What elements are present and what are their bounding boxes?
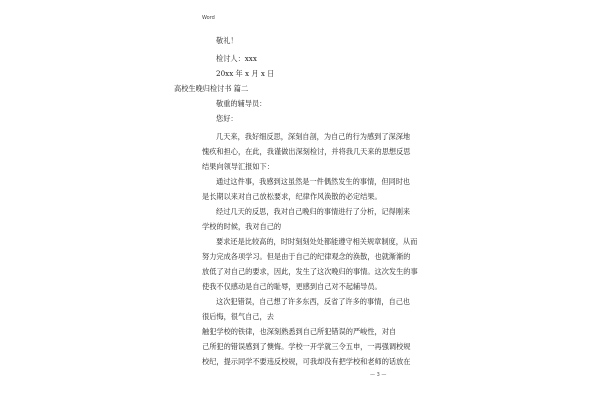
paragraph-line: 结果向领导汇报如下： <box>202 162 274 171</box>
paragraph-line: 己所犯的错误感到了懊悔。学校一开学就三令五申，一再强调校规 <box>202 342 411 351</box>
paragraph-line: 是长期以来对自己放松要求，纪律作风涣散的必定结果。 <box>202 192 382 201</box>
salutation: 敬重的辅导员： <box>216 99 267 108</box>
author-line: 检讨人：xxx <box>216 54 257 63</box>
closing-salute: 敬礼！ <box>216 36 238 45</box>
page-number: — 3 — <box>370 372 387 378</box>
paragraph-line: 通过这件事，我感到这虽然是一件偶然发生的事情，但同时也 <box>216 177 411 186</box>
paragraph-line: 校纪，提示同学不要违反校规，可我却没有把学校和老师的话放在 <box>202 357 411 366</box>
paragraph-line: 努力完成各项学习。但是由于自己的纪律观念的涣散，也就渐渐的 <box>202 252 411 261</box>
paragraph-line: 放低了对自己的要求，因此，发生了这次晚归的事情。这次发生的事 <box>202 267 418 276</box>
date-line: 20xx 年 x 月 x 日 <box>216 69 275 78</box>
paragraph-line: 愧疚和担心，在此，我谨做出深刻检讨，并将我几天来的思想反思 <box>202 147 411 156</box>
paragraph-line: 触犯学校的铁律，也深刻熟悉到自己所犯错误的严峻性，对自 <box>202 327 397 336</box>
paragraph-line: 要求还是比较高的，时时刻刻处处都能遵守相关规章制度，从而 <box>216 237 418 246</box>
paragraph-line: 经过几天的反思，我对自己晚归的事情进行了分析，记得刚来 <box>216 207 411 216</box>
paragraph-line: 这次犯错误，自己想了许多东西，反省了许多的事情，自己也 <box>216 297 411 306</box>
paragraph-line: 使我不仅感动是自己的耻辱，更感到自己对不起辅导员。 <box>202 282 382 291</box>
section-title: 高校生晚归检讨书 篇二 <box>174 84 249 93</box>
paragraph-line: 很后悔，很气自己，去 <box>202 312 274 321</box>
greeting: 您好： <box>216 114 238 123</box>
paragraph-line: 学校的时候，我对自己的 <box>202 222 282 231</box>
paragraph-line: 几天来，我好细反思，深刻自剖，为自己的行为感到了深深地 <box>216 132 411 141</box>
document-page <box>150 0 450 400</box>
header-label: Word <box>202 15 215 21</box>
